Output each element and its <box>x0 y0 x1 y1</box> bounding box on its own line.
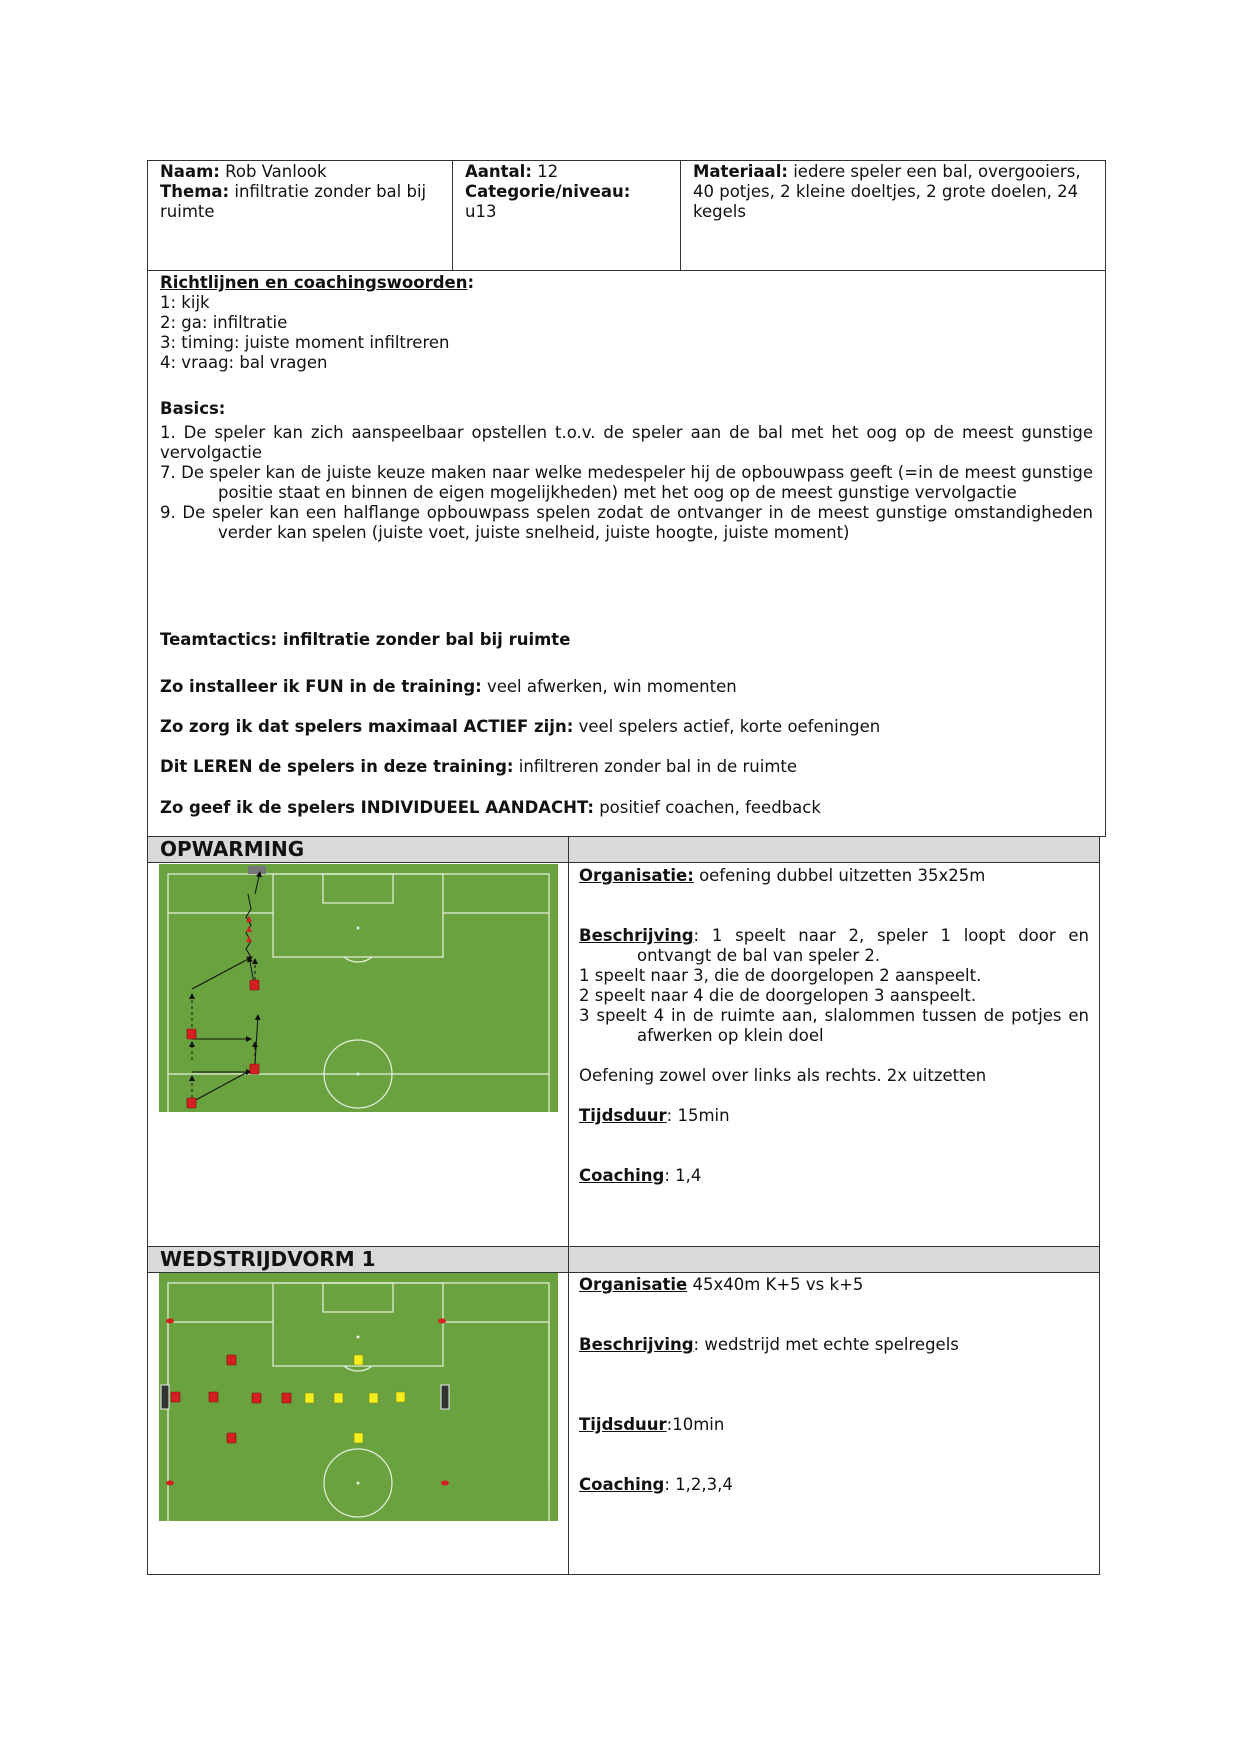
warmup-desc-label: Beschrijving <box>579 926 694 945</box>
learn-value: infiltreren zonder bal in de ruimte <box>518 757 798 776</box>
match1-info <box>569 1273 1099 1495</box>
attention-label: Zo geef ik de spelers INDIVIDUEEL AANDACHT: <box>160 798 594 817</box>
warmup-title-bar-right <box>569 837 1099 862</box>
basics-title: Basics: <box>160 399 226 418</box>
match1-org-value: 45x40m K+5 vs k+5 <box>687 1275 864 1294</box>
match1-duration-label: Tijdsduur <box>579 1415 667 1434</box>
warmup-title: OPWARMING <box>160 837 305 861</box>
header-name-cell <box>148 160 452 224</box>
warmup-field-svg <box>159 864 558 1112</box>
theme-value: infiltratie zonder bal bij <box>234 182 427 201</box>
guideline-item: 1: kijk <box>160 293 210 312</box>
match1-title-bar <box>148 1247 568 1272</box>
match1-duration-value: :10min <box>666 1415 725 1434</box>
active-line <box>148 715 892 739</box>
basics-item-9: 9. De speler kan een halflange opbouwpass spelen zodat de ontvanger in de meest gunstige omstandigheden verder kan spelen (juiste voet, juiste snelheid, juiste hoogte, juiste moment) <box>160 503 1093 542</box>
guidelines-title: Richtlijnen en coachingswoorden <box>160 273 468 292</box>
material-label: Materiaal: <box>693 162 788 181</box>
material-value-3: kegels <box>693 202 746 221</box>
theme-value-cont: ruimte <box>160 202 215 221</box>
basics-block <box>148 397 1105 545</box>
header-material-cell <box>681 160 1106 224</box>
material-value-1: iedere speler een bal, overgooiers, <box>793 162 1081 181</box>
match1-title-bar-right <box>569 1247 1099 1272</box>
warmup-desc-4: 3 speelt 4 in de ruimte aan, slalommen tussen de potjes en afwerken op klein doel <box>579 1006 1089 1045</box>
learn-line <box>148 755 809 779</box>
match1-title: WEDSTRIJDVORM 1 <box>160 1247 376 1271</box>
guidelines-block <box>148 271 1105 375</box>
active-value: veel spelers actief, korte oefeningen <box>578 717 881 736</box>
active-label: Zo zorg ik dat spelers maximaal ACTIEF zijn: <box>160 717 574 736</box>
learn-label: Dit LEREN de spelers in deze training: <box>160 757 514 776</box>
match1-desc-label: Beschrijving <box>579 1335 694 1354</box>
basics-item-1: 1. De speler kan zich aanspeelbaar opstellen t.o.v. de speler aan de bal met het oog op de meest gunstige vervolgactie <box>160 423 1093 462</box>
small-goal-icon <box>248 866 266 874</box>
warmup-org-label: Organisatie: <box>579 866 694 885</box>
match1-field-diagram <box>159 1273 558 1521</box>
warmup-bar-divider <box>148 862 1099 863</box>
fun-label: Zo installeer ik FUN in de training: <box>160 677 482 696</box>
fun-value: veel afwerken, win momenten <box>486 677 737 696</box>
teamtactics-line: Teamtactics: infiltratie zonder bal bij ruimte <box>160 630 571 649</box>
left-goal-icon <box>161 1385 169 1409</box>
warmup-desc-3: 2 speelt naar 4 die de doorgelopen 3 aanspeelt. <box>579 986 977 1005</box>
warmup-org-value: oefening dubbel uitzetten 35x25m <box>699 866 986 885</box>
material-value-2: 40 potjes, 2 kleine doeltjes, 2 grote doelen, 24 <box>693 182 1079 201</box>
warmup-desc-first: : 1 speelt naar 2, speler 1 loopt door en ontvangt de bal van speler 2. <box>637 926 1089 965</box>
warmup-coaching-label: Coaching <box>579 1166 665 1185</box>
warmup-title-bar <box>148 837 568 862</box>
guideline-item: 3: timing: juiste moment infiltreren <box>160 333 450 352</box>
right-goal-icon <box>441 1385 449 1409</box>
header-count-cell <box>453 160 680 224</box>
name-value: Rob Vanlook <box>225 162 327 181</box>
match1-org-label: Organisatie <box>579 1275 688 1294</box>
attention-line <box>148 796 833 820</box>
warmup-desc-2: 1 speelt naar 3, die de doorgelopen 2 aanspeelt. <box>579 966 982 985</box>
category-label: Categorie/niveau: <box>465 182 631 201</box>
category-value: u13 <box>465 202 497 221</box>
warmup-field-diagram <box>159 864 558 1112</box>
match1-field-svg <box>159 1273 558 1521</box>
warmup-note: Oefening zowel over links als rechts. 2x uitzetten <box>579 1066 987 1085</box>
attention-value: positief coachen, feedback <box>599 798 821 817</box>
name-label: Naam: <box>160 162 220 181</box>
count-label: Aantal: <box>465 162 532 181</box>
guidelines-colon: : <box>467 273 475 292</box>
warmup-duration-value: : 15min <box>666 1106 730 1125</box>
match1-coaching-label: Coaching <box>579 1475 665 1494</box>
fun-line <box>148 675 749 699</box>
basics-item-7: 7. De speler kan de juiste keuze maken naar welke medespeler hij de opbouwpass geeft (=in de meest gunstige positie staat en binnen de eigen mogelijkheden) met het oog op de meest gunstige vervolgactie <box>160 463 1093 502</box>
warmup-coaching-value: : 1,4 <box>664 1166 702 1185</box>
warmup-duration-label: Tijdsduur <box>579 1106 667 1125</box>
guideline-item: 2: ga: infiltratie <box>160 313 288 332</box>
theme-label: Thema: <box>160 182 230 201</box>
guideline-item: 4: vraag: bal vragen <box>160 353 328 372</box>
match1-desc-value: : wedstrijd met echte spelregels <box>693 1335 959 1354</box>
warmup-info <box>569 864 1099 1186</box>
match1-coaching-value: : 1,2,3,4 <box>664 1475 733 1494</box>
count-value: 12 <box>537 162 559 181</box>
